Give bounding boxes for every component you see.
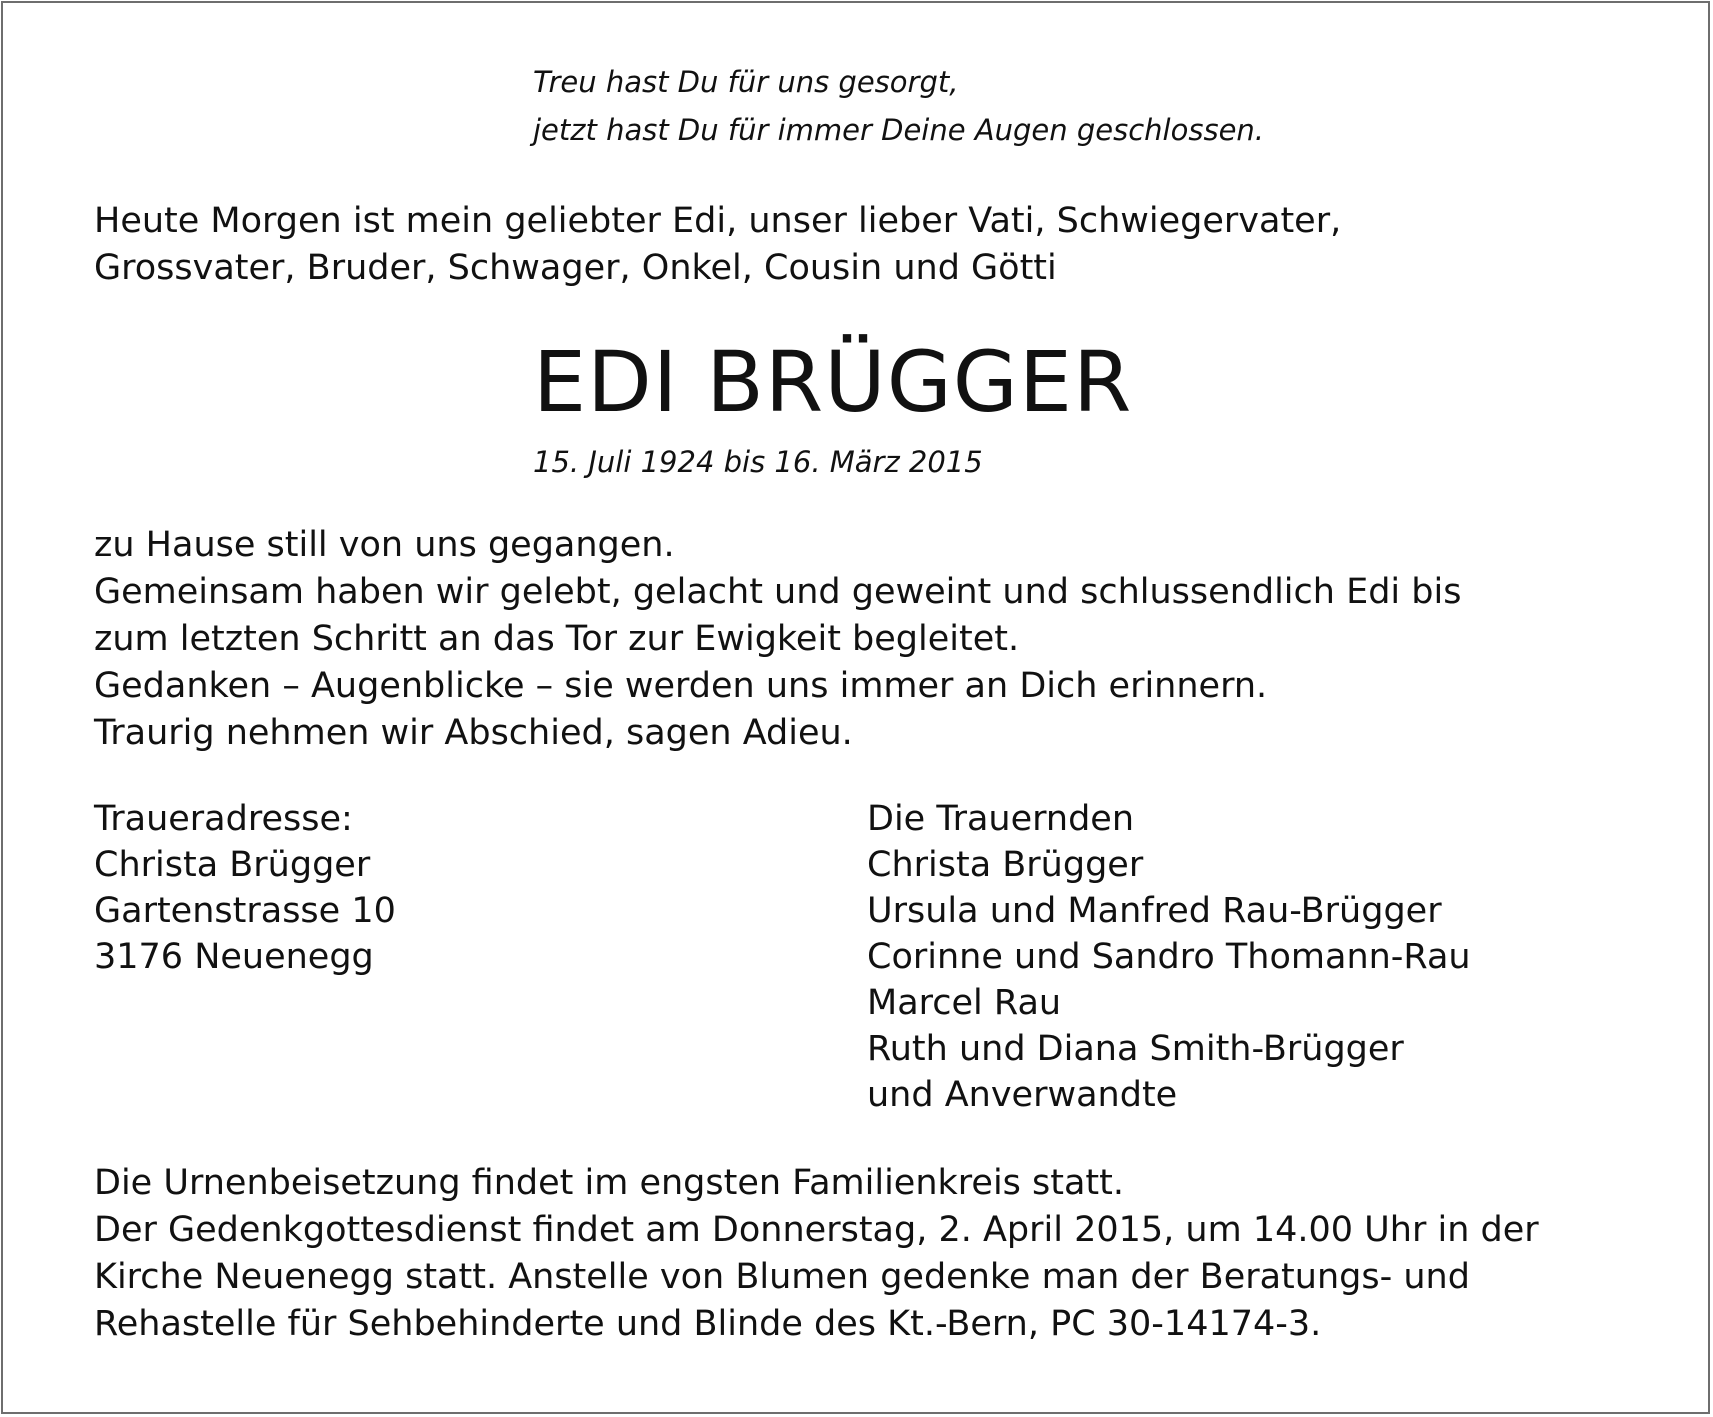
- body-line: Traurig nehmen wir Abschied, sagen Adieu.: [94, 713, 853, 753]
- deceased-name: EDI BRÜGGER: [533, 333, 1133, 431]
- address-label: Traueradresse:: [94, 799, 353, 839]
- mourner-entry: Ruth und Diana Smith-Brügger: [867, 1029, 1404, 1069]
- closing-line: Rehastelle für Sehbehinderte und Blinde des Kt.-Bern, PC 30-14174-3.: [94, 1304, 1322, 1344]
- mourners-list: [867, 796, 1471, 1118]
- closing-line: Die Urnenbeisetzung findet im engsten Familienkreis statt.: [94, 1163, 1125, 1203]
- body-line: zum letzten Schritt an das Tor zur Ewigkeit begleitet.: [94, 619, 1020, 659]
- mourner-entry: Corinne und Sandro Thomann-Rau: [867, 937, 1471, 977]
- intro-line: Heute Morgen ist mein geliebter Edi, unser lieber Vati, Schwiegervater,: [94, 201, 1342, 241]
- address-line: 3176 Neuenegg: [94, 937, 374, 977]
- body-line: Gemeinsam haben wir gelebt, gelacht und geweint und schlussendlich Edi bis: [94, 572, 1462, 612]
- closing-line: Kirche Neuenegg statt. Anstelle von Blumen gedenke man der Beratungs- und: [94, 1257, 1470, 1297]
- address-line: Gartenstrasse 10: [94, 891, 396, 931]
- mourner-entry: und Anverwandte: [867, 1075, 1178, 1115]
- motto-line: jetzt hast Du für immer Deine Augen geschlossen.: [533, 113, 1265, 147]
- motto-line: Treu hast Du für uns gesorgt,: [533, 65, 959, 99]
- body-line: zu Hause still von uns gegangen.: [94, 525, 675, 565]
- intro-paragraph: [94, 198, 1341, 292]
- mourner-entry: Christa Brügger: [867, 845, 1144, 885]
- address-line: Christa Brügger: [94, 845, 371, 885]
- motto-verse: [533, 58, 1264, 154]
- mourners-heading: Die Trauernden: [867, 799, 1135, 839]
- body-line: Gedanken – Augenblicke – sie werden uns immer an Dich erinnern.: [94, 666, 1268, 706]
- mourning-address: [94, 796, 396, 980]
- closing-paragraph: [94, 1160, 1539, 1348]
- mourner-entry: Ursula und Manfred Rau-Brügger: [867, 891, 1442, 931]
- intro-line: Grossvater, Bruder, Schwager, Onkel, Cousin und Götti: [94, 248, 1057, 288]
- closing-line: Der Gedenkgottesdienst findet am Donnerstag, 2. April 2015, um 14.00 Uhr in der: [94, 1210, 1539, 1250]
- life-dates: 15. Juli 1924 bis 16. März 2015: [533, 445, 983, 479]
- mourner-entry: Marcel Rau: [867, 983, 1062, 1023]
- body-paragraph: [94, 522, 1461, 757]
